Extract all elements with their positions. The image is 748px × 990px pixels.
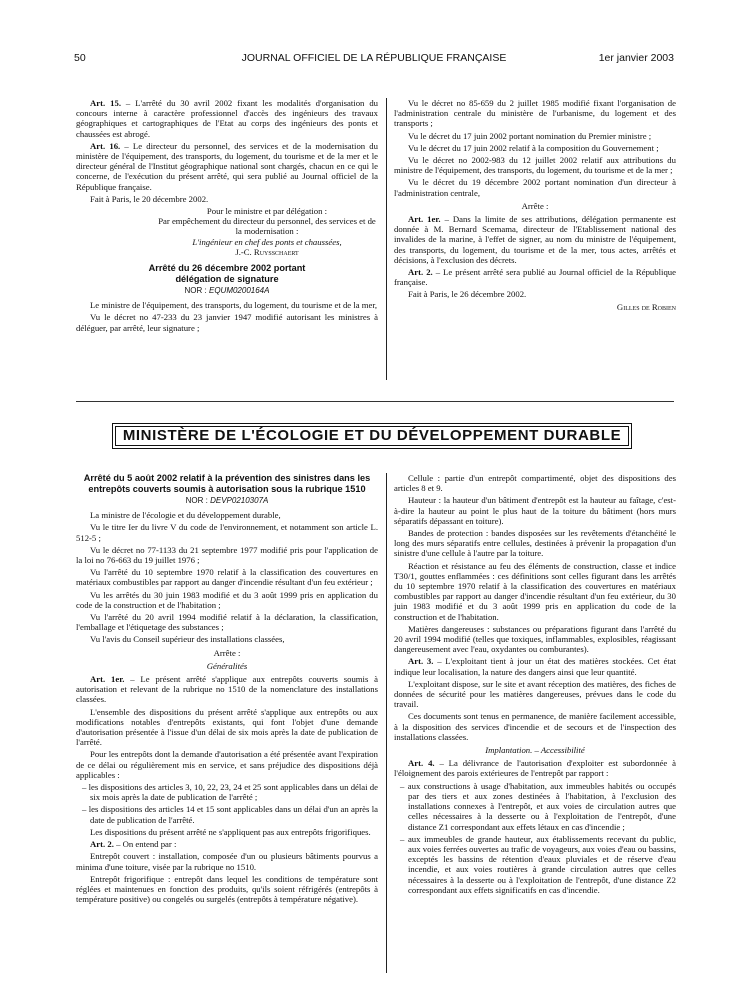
definition: Hauteur : la hauteur d'un bâtiment d'entrepôt est la hauteur au faîtage, c'est-à-dire la hauteur au point le plus haut de la toiture du bâtiment (hors murs séparatifs dépassant en toiture). [394,495,676,526]
article-2: Art. 2. – On entend par : [90,839,177,850]
provisions-list [76,782,378,825]
minister-intro: La ministre de l'écologie et du développement durable, [90,510,281,521]
definition: Entrepôt frigorifique : entrepôt dans lequel les conditions de température sont réglées et maintenues en fonction des produits, qu'ils soient réfrigérés (entrepôts à température positive) ou congelés ou surgelés (entrepôts à température négative). [76,873,378,905]
definition: Réaction et résistance au feu des éléments de construction, classe et indice T30/1, gouttes enflammées : ces définitions sont celles figurant dans les arrêtés du 10 septembre 1970 relatif à la classification des couvertures en matériaux combustibles par rapport au danger d'incendie résultant d'un feu extérieur, du 30 juin 1983 modifié et du 3 août 1999 pris en application du code de la construction et de l'habitation. [394,560,676,622]
nor-reference: NOR : DEVP0210307A [185,496,269,505]
arrete-heading: Arrête : [213,647,241,658]
signatory-name: Gilles de Robien [616,301,676,312]
visa-3: Vu l'arrêté du 10 septembre 1970 relatif à la classification des couvertures en matériaux combustibles par rapport au danger d'incendie résultant d'un feu extérieur ; [76,567,378,588]
decree-title: Arrêté du 5 août 2002 relatif à la prévention des sinistres dans les entrepôts couverts soumis à autorisation sous la rubrique 1510 [83,473,371,494]
article-15: Art. 15. – L'arrêté du 30 avril 2002 fixant les modalités d'organisation du concours interne à caractère professionnel d'accès des ingénieurs des travaux géographiques et cartographiques de l'Etat au corps des ingénieurs des ponts et chaussées est abrogé. [76,98,379,139]
bottom-left-column [76,473,378,906]
column-divider-top [386,98,387,380]
visa-decree-1947: Vu le décret no 47-233 du 23 janvier 1947 modifié autorisant les ministres à déléguer, par arrêté, leur signature ; [76,312,378,333]
ministry-banner [112,423,632,449]
section-heading: Généralités [206,660,248,671]
ministry-title: MINISTÈRE DE L'ÉCOLOGIE ET DU DÉVELOPPEMENT DURABLE [115,426,629,446]
paragraph: Les dispositions du présent arrêté ne s'appliquent pas aux entrepôts frigorifiques. [90,826,371,837]
definition: Matières dangereuses : substances ou préparations figurant dans l'arrêté du 20 avril 1994 modifié (telles que toxiques, inflammables, explosibles, réagissant dangereusement avec l'eau, oxydantes ou comburantes). [394,623,676,655]
paragraph: L'exploitant dispose, sur le site et avant réception des matières, des fiches de données de sécurité pour les matières dangereuses, prévues dans le code du travail. [394,678,676,710]
article-16: Art. 16. – Le directeur du personnel, des services et de la modernisation du ministère de l'équipement, des transports, du logement, du tourisme et de la mer et le directeur général de l'Institut géographique national sont chargés, chacun en ce qui le concerne, de l'exécution du présent arrêté, qui sera publié au Journal officiel de la République française. [76,140,378,192]
article-3: Art. 3. – L'exploitant tient à jour un état des matières stockées. Cet état indique leur localisation, la nature des dangers ainsi que leur quantité. [394,656,676,677]
list-item: – aux constructions à usage d'habitation, aux immeubles habités ou occupés par des tiers et aux zones destinées à l'habitation, à l'exclusion des installations connexes à l'entrepôt, et aux voies de circulation autres que celles nécessaires à la desserte ou à l'exploitation de l'entrepôt, d'une distance Z1 correspondant aux effets létaux en cas d'incendie ; [408,781,676,832]
visa-4: Vu le décret no 2002-983 du 12 juillet 2002 relatif aux attributions du ministre de l'équipement, des transports, du logement, du tourisme et de la mer ; [394,155,676,176]
paragraph: L'ensemble des dispositions du présent arrêté s'applique aux entrepôts ou aux modifications notables d'entrepôts existants, qui font l'objet d'une demande d'autorisation présentée à l'issue d'un délai de six mois après la date de publication de l'arrêté. [76,706,378,748]
page-header [74,52,674,66]
bottom-right-column [394,473,676,897]
visa-3: Vu le décret du 17 juin 2002 relatif à la composition du Gouvernement ; [408,142,659,153]
paragraph: Pour les entrepôts dont la demande d'autorisation a été présentée avant l'expiration de ce délai ou régulièrement mis en service, et sans préjudice des dispositions déjà applicables : [76,749,378,780]
list-item: – les dispositions des articles 14 et 15 sont applicables dans un délai d'un an après la date de publication de l'arrêté. [90,804,378,824]
signatory-name: J.-C. Ruysschaert [235,246,299,257]
journal-title: JOURNAL OFFICIEL DE LA RÉPUBLIQUE FRANÇAISE [241,52,507,64]
separator-line [76,401,674,402]
visa-5: Vu le décret du 19 décembre 2002 portant nomination d'un directeur à l'administration centrale, [394,177,676,198]
list-item: – aux immeubles de grande hauteur, aux établissements recevant du public, aux voies ferrées ouvertes au trafic de voyageurs, aux voies d'eau ou bassins, exceptés les bassins de rétention d'eaux pluviales et de réserve d'eau incendie, et aux voies routières à grande circulation autres que celles nécessaires à la desserte ou à l'exploitation de l'entrepôt, d'une distance Z2 correspondant aux effets significatifs en cas d'incendie. [408,834,676,895]
page-number: 50 [74,52,86,64]
column-divider-bottom [386,473,387,973]
top-left-column [76,98,378,335]
visa-5: Vu l'arrêté du 20 avril 1994 modifié relatif à la déclaration, la classification, l'emballage et l'étiquetage des substances ; [76,612,378,633]
nor-reference: NOR : EQUM0200164A [184,286,270,296]
visa-2: Vu le décret no 77-1133 du 21 septembre 1977 modifié pris pour l'application de la loi no 76-663 du 19 juillet 1976 ; [76,544,378,566]
visa-1: Vu le titre Ier du livre V du code de l'environnement, et notamment son article L. 512-5 ; [76,522,378,543]
list-item: – les dispositions des articles 3, 10, 22, 23, 24 et 25 sont applicables dans un délai de six mois après la date de publication de l'arrêté ; [90,782,378,802]
visa-2: Vu le décret du 17 juin 2002 portant nomination du Premier ministre ; [408,130,652,141]
article-2: Art. 2. – Le présent arrêté sera publié au Journal officiel de la République française. [394,267,676,288]
signature-block: Pour le ministre et par délégation : Par empêchement du directeur du personnel, des services et de la modernisation : L'ingénieur en chef des ponts et chaussées, J.-C. Ruysschaert [156,206,378,257]
top-right-column [394,98,676,312]
visa-1: Vu le décret no 85-659 du 2 juillet 1985 modifié fixant l'organisation de l'administration centrale du ministère de l'urbanisme, du logement et des transports ; [394,98,676,129]
definition: Bandes de protection : bandes disposées sur les revêtements d'étanchéité le long des murs séparatifs entre cellules, destinées à prévenir la propagation d'un sinistre d'une cellule à l'autre par la toiture. [394,528,676,559]
definition: Entrepôt couvert : installation, composée d'un ou plusieurs bâtiments pourvus a minima d'une toiture, visée par la rubrique no 1510. [76,851,378,872]
done-at-paris: Fait à Paris, le 26 décembre 2002. [408,289,527,300]
decree-title: Arrêté du 26 décembre 2002 portant délégation de signature [148,263,306,284]
minister-intro: Le ministre de l'équipement, des transports, du logement, du tourisme et de la mer, [90,300,378,311]
article-1: Art. 1er. – Dans la limite de ses attributions, délégation permanente est donnée à M. Bernard Scemama, directeur de l'Etablissement national des invalides de la marine, à l'effet de signer, au nom du ministre de l'équipement, des transports, du logement, du tourisme et de la mer, tous actes, arrêtés et décisions, à l'exclusion des décrets. [394,214,677,265]
visa-4: Vu les arrêtés du 30 juin 1983 modifié et du 3 août 1999 pris en application du code de la construction et de l'habitation ; [76,589,378,610]
done-at-paris: Fait à Paris, le 20 décembre 2002. [90,193,209,204]
article-1: Art. 1er. – Le présent arrêté s'applique aux entrepôts couverts soumis à autorisation et relevant de la rubrique no 1510 de la nomenclature des installations classées. [76,674,379,705]
issue-date: 1er janvier 2003 [598,52,674,64]
visa-6: Vu l'avis du Conseil supérieur des installations classées, [90,634,285,645]
article-4: Art. 4. – La délivrance de l'autorisation d'exploiter est subordonnée à l'éloignement des parois extérieures de l'entrepôt par rapport : [394,758,677,779]
section-heading: Implantation. – Accessibilité [485,745,585,756]
arrete-heading: Arrête : [521,200,549,211]
paragraph: Ces documents sont tenus en permanence, de manière facilement accessible, à la disposition des services d'incendie et de secours et de l'inspection des installations classées. [394,711,676,742]
definition: Cellule : partie d'un entrepôt compartimenté, objet des dispositions des articles 8 et 9. [394,473,676,494]
distance-list [394,781,676,895]
